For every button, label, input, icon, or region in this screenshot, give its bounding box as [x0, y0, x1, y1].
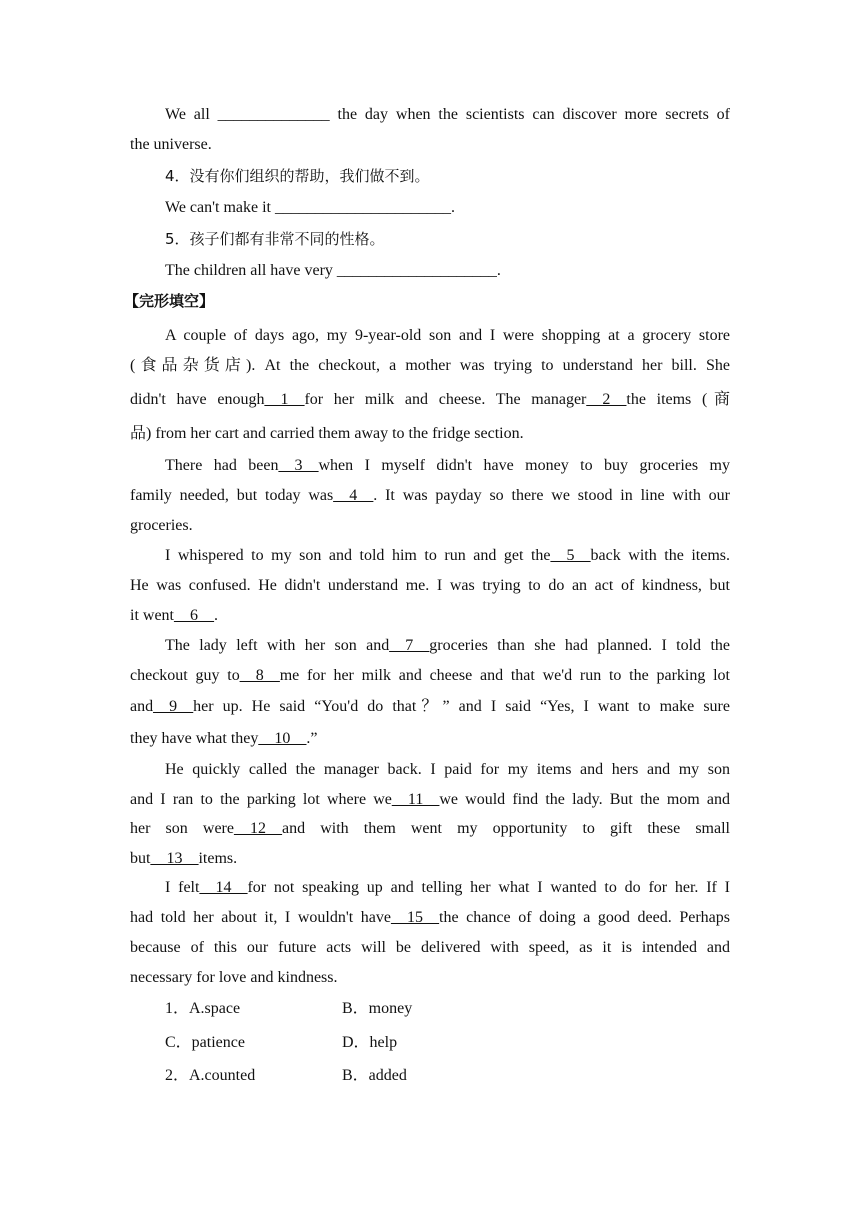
text: family needed, but today was: [130, 487, 334, 504]
blank-5: __5__: [550, 547, 591, 564]
blank-10: __10__: [258, 730, 307, 747]
p4-line3: [130, 696, 730, 718]
text: There had been: [165, 457, 279, 474]
text: I whispered to my son and told him to run and get the: [165, 547, 551, 564]
p1-line1: A couple of days ago, my 9-year-old son and I were shopping at a grocery store: [165, 327, 730, 344]
q5-chinese: 5．孩子们都有非常不同的性格。: [165, 230, 385, 248]
section-title: 【完形填空】: [124, 292, 215, 310]
option-1b: B．money: [342, 1000, 413, 1017]
text: The lady left with her son and: [165, 637, 390, 654]
blank-2: __2__: [586, 391, 627, 408]
text: checkout guy to: [130, 667, 240, 684]
text: it went: [130, 607, 174, 624]
p4-line1: [130, 635, 730, 657]
option-2a: 2．A.counted: [165, 1067, 256, 1084]
text: the items (商: [626, 391, 730, 408]
text: groceries than she had planned. I told the: [429, 637, 730, 654]
blank-4: __4__: [333, 487, 374, 504]
p1-line3: [130, 389, 730, 411]
text: and with them went my opportunity to gift these small: [281, 820, 730, 837]
blank-15: __15__: [391, 909, 440, 926]
text: her up. He said “You'd do that？” and I said “Yes, I want to make sure: [193, 698, 730, 715]
text: when I myself didn't have money to buy groceries my: [318, 457, 730, 474]
text: .”: [306, 730, 318, 747]
text: and: [130, 698, 154, 715]
text: for not speaking up and telling her what I wanted to do for her. If I: [247, 879, 731, 896]
text: the chance of doing a good deed. Perhaps: [439, 909, 731, 926]
blank-8: __8__: [239, 667, 280, 684]
blank-11: __11__: [391, 791, 440, 808]
p4-line4: [130, 728, 730, 750]
p5-line3: [130, 818, 730, 840]
option-1a: 1．A.space: [165, 1000, 241, 1017]
p3-line2: He was confused. He didn't understand me. I was trying to do an act of kindness, but: [130, 577, 730, 594]
text: for her milk and cheese. The manager: [304, 391, 587, 408]
option-2b: B．added: [342, 1067, 407, 1084]
option-1c: C．patience: [165, 1034, 245, 1051]
q5-english: The children all have very ____________________.: [165, 262, 501, 279]
blank-9: __9__: [153, 698, 194, 715]
text: .: [214, 607, 218, 624]
p2-line2: [130, 485, 730, 507]
option-1d: D．help: [342, 1034, 398, 1051]
blank-12: __12__: [233, 820, 282, 837]
p3-line1: [130, 545, 730, 567]
p6-line3: because of this our future acts will be delivered with speed, as it is intended and: [130, 939, 730, 956]
text: we would find the lady. But the mom and: [439, 791, 730, 808]
q3-english-line: We all ______________ the day when the scientists can discover more secrets of: [165, 106, 730, 123]
text: but: [130, 850, 151, 867]
blank-14: __14__: [199, 879, 248, 896]
p6-line1: [130, 877, 730, 899]
p5-line2: [130, 789, 730, 811]
blank-13: __13__: [150, 850, 199, 867]
text: me for her milk and cheese and that we'd run to the parking lot: [279, 667, 730, 684]
p2-line1: [130, 455, 730, 477]
p6-line4: necessary for love and kindness.: [130, 969, 338, 986]
p3-line3: [130, 605, 730, 627]
text: her son were: [130, 820, 234, 837]
text: back with the items.: [590, 547, 731, 564]
text: I felt: [165, 879, 200, 896]
q4-english: We can't make it ______________________.: [165, 199, 455, 216]
text: didn't have enough: [130, 391, 265, 408]
text: items.: [198, 850, 238, 867]
text: had told her about it, I wouldn't have: [130, 909, 392, 926]
text: they have what they: [130, 730, 259, 747]
text: . It was payday so there we stood in line with our: [373, 487, 730, 504]
blank-7: __7__: [389, 637, 430, 654]
p2-line3: groceries.: [130, 517, 193, 534]
p1-line4: 品) from her cart and carried them away to the fridge section.: [130, 425, 524, 442]
blank-6: __6__: [174, 607, 214, 624]
blank-3: __3__: [278, 457, 319, 474]
p5-line4: [130, 848, 730, 870]
p5-line1: He quickly called the manager back. I paid for my items and hers and my son: [165, 761, 730, 778]
q4-chinese: 4．没有你们组织的帮助，我们做不到。: [165, 167, 430, 185]
p4-line2: [130, 665, 730, 687]
q3-english-line-cont: the universe.: [130, 136, 212, 153]
text: and I ran to the parking lot where we: [130, 791, 392, 808]
p1-line2: (食品杂货店). At the checkout, a mother was trying to understand her bill. She: [130, 357, 730, 374]
blank-1: __1__: [264, 391, 305, 408]
p6-line2: [130, 907, 730, 929]
